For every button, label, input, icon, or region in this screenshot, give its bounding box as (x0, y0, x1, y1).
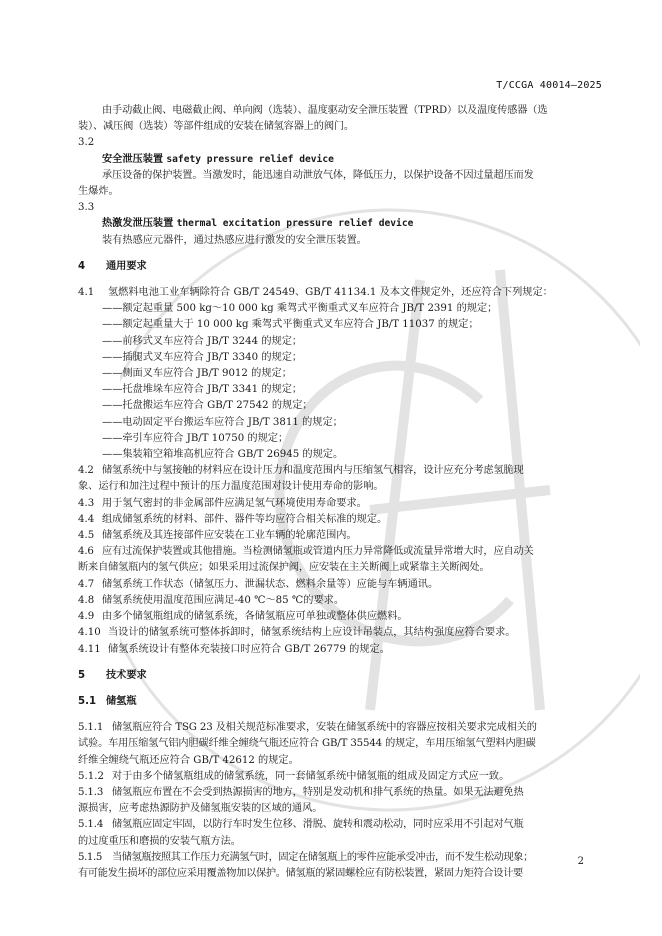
clause-number: 4.3 (78, 497, 95, 509)
clause-text: 储氢系统使用温度范围应满足-40 ℃～85 ℃的要求。 (102, 594, 345, 606)
clause-4-5 (78, 528, 606, 544)
clause-continuation: 试验。车用压缩氢气铝内胆碳纤维全缠绕气瓶还应符合 GB/T 35544 的规定，车用压缩氢气塑料内胆碳 (78, 738, 536, 750)
list-item: ——托盘堆垛车应符合 JB/T 3341 的规定； (102, 384, 303, 396)
clause-4-6 (78, 544, 606, 560)
definition-line: 承压设备的保护装置。当激发时，能迅速自动泄放气体，降低压力，以保护设备不因过量超压而发 (102, 169, 534, 181)
list-item: ——牵引车应符合 JB/T 10750 的规定； (102, 432, 289, 444)
clause-number: 4.11 (78, 643, 101, 655)
clause-number: 4.7 (78, 578, 95, 590)
clause-4-3 (78, 496, 606, 512)
clause-number: 5.1.3 (78, 786, 104, 798)
list-item: ——电动固定平台搬运车应符合 JB/T 3811 的规定； (102, 416, 343, 428)
list-item: ——额定起重量大于 10 000 kg 乘驾式平衡重式叉车应符合 JB/T 11037 的规定； (102, 319, 479, 331)
clause-5-1-5 (78, 850, 606, 866)
clause-number: 5.1.2 (78, 770, 104, 782)
term-zh: 安全泄压装置 (102, 153, 164, 165)
clause-continuation: 的过度重压和磨损的安装气瓶方法。 (78, 835, 241, 847)
clause-number: 4.4 (78, 513, 95, 525)
list-item: ——集装箱空箱堆高机应符合 GB/T 26945 的规定。 (102, 449, 344, 461)
clause-4-4 (78, 512, 606, 528)
page-number: 2 (577, 856, 584, 867)
clause-text: 储氢系统及其连接部件应安装在工业车辆的轮廓范围内。 (102, 530, 357, 542)
clause-number: 4.2 (78, 465, 94, 477)
clause-number: 5.1.1 (78, 722, 104, 734)
clause-4-1 (78, 285, 606, 301)
clause-5-1-1 (78, 720, 606, 736)
clause-text: 当设计的储氢系统可整体拆卸时，储氢系统结构上应设计吊装点，其结构强度应符合要求。 (108, 627, 516, 639)
section-number: 5 (78, 669, 86, 681)
clause-text: 对于由多个储氢瓶组成的储氢系统，同一套储氢系统中储氢瓶的组成及固定方式应一致。 (112, 770, 510, 782)
clause-4-7 (78, 577, 606, 593)
list-item: ——前移式叉车应符合 JB/T 3244 的规定； (102, 335, 303, 347)
clause-4-11 (78, 642, 606, 658)
clause-number: 4.8 (78, 594, 95, 606)
clause-text: 储氢瓶应固定牢固，以防行车时发生位移、滑脱、旋转和震动松动，同时应采用不引起对气瓶 (112, 819, 524, 831)
definition-line: 生爆炸。 (78, 186, 119, 198)
clause-text: 氢燃料电池工业车辆除符合 GB/T 24549、GB/T 41134.1 及本文件规定外，还应符合下列规定： (108, 287, 553, 299)
term-number: 3.3 (78, 202, 95, 214)
clause-number: 4.1 (78, 287, 95, 299)
clause-number: 4.10 (78, 627, 101, 639)
clause-number: 5.1.4 (78, 819, 104, 831)
clause-continuation: 象、运行和加注过程中预计的压力温度范围对设计使用寿命的影响。 (78, 481, 384, 493)
clause-continuation: 纤维全缠绕气瓶还应符合 GB/T 42612 的规定。 (78, 754, 299, 766)
clause-text: 组成储氢系统的材料、部件、器件等均应符合相关标准的规定。 (102, 513, 388, 525)
term-en: safety pressure relief device (166, 153, 334, 165)
term-number: 3.2 (78, 137, 95, 149)
clause-text: 用于氢气密封的非金属部件应满足氢气环境使用寿命要求。 (102, 497, 367, 509)
term-zh: 热激发泄压装置 (102, 218, 174, 230)
clause-4-8 (78, 593, 606, 609)
clause-5-1-2 (78, 769, 606, 785)
list-item: ——额定起重量 500 kg～10 000 kg 乘驾式平衡重式叉车应符合 JB/T 2391 的规定； (102, 303, 498, 315)
clause-4-10 (78, 625, 606, 641)
clause-text: 应有过流保护装置或其他措施。当检测储氢瓶或管道内压力异常降低或流量异常增大时，应自动关 (102, 546, 534, 558)
definition-line: 装有热感应元器件，通过热感应进行激发的安全泄压装置。 (102, 234, 367, 246)
clause-number: 5.1.5 (78, 851, 102, 863)
clause-4-2 (78, 463, 606, 479)
list-item: ——插腿式叉车应符合 JB/T 3340 的规定； (102, 351, 303, 363)
term-title (78, 216, 606, 232)
clause-5-1-3 (78, 785, 606, 801)
clause-text: 当储氢瓶按照其工作压力充满氢气时，固定在储氢瓶上的零件应能承受冲击，而不发生松动现象； (112, 851, 533, 863)
section-title: 通用要求 (106, 260, 147, 272)
list-item: ——侧面叉车应符合 JB/T 9012 的规定； (102, 368, 292, 380)
paragraph-line: 由手动截止阀、电磁截止阀、单向阀（选装）、温度驱动安全泄压装置（TPRD）以及温度传感器（选 (102, 105, 548, 116)
clause-number: 4.9 (78, 611, 95, 623)
section-title: 技术要求 (106, 669, 147, 681)
clause-continuation: 有可能发生损坏的部位应采用覆盖物加以保护。储氢瓶的紧固螺栓应有防松装置，紧固力矩符合设计要 (78, 867, 523, 879)
clause-text: 储氢瓶应符合 TSG 23 及相关规范标准要求，安装在储氢系统中的容器应按相关要求完成相关的 (112, 722, 537, 734)
document-body (78, 103, 606, 882)
clause-number: 4.6 (78, 546, 94, 558)
list-item: ——托盘搬运车应符合 GB/T 27542 的规定； (102, 400, 313, 412)
clause-continuation: 断来自储氢瓶内的氢气供应；如果采用过流保护阀，应安装在主关断阀上或紧靠主关断阀处。 (78, 562, 490, 574)
subsection-heading-5-1 (78, 694, 606, 710)
clause-5-1-4 (78, 817, 606, 833)
standard-code: T/CCGA 40014—2025 (496, 80, 602, 91)
section-heading-5 (78, 668, 606, 684)
clause-text: 储氢系统设计有整体充装接口时应符合 GB/T 26779 的规定。 (108, 643, 390, 655)
paragraph-line: 装）、减压阀（选装）等部件组成的安装在储氢容器上的阀门。 (78, 121, 354, 133)
clause-text: 储氢系统工作状态（储氢压力、泄漏状态、燃料余量等）应能与车辆通讯。 (102, 578, 439, 590)
clause-text: 储氢系统中与氢接触的材料应在设计压力和温度范围内与压缩氢气相容，设计应充分考虑氢脆现 (102, 465, 524, 477)
clause-number: 4.5 (78, 530, 95, 542)
subsection-title: 储氢瓶 (106, 695, 137, 707)
term-title (78, 152, 606, 168)
term-en: thermal excitation pressure relief device (176, 218, 414, 230)
subsection-number: 5.1 (78, 695, 97, 707)
clause-continuation: 源损害，应考虑热源防护及储氢瓶安装的区域的通风。 (78, 803, 323, 815)
clause-4-9 (78, 609, 606, 625)
clause-text: 由多个储氢瓶组成的储氢系统，各储氢瓶应可单独或整体供应燃料。 (102, 611, 408, 623)
section-number: 4 (78, 260, 86, 272)
clause-text: 储氢瓶应布置在不会受到热源损害的地方，特别是发动机和排气系统的热量。如果无法避免热 (112, 786, 524, 798)
section-heading-4 (78, 259, 606, 275)
